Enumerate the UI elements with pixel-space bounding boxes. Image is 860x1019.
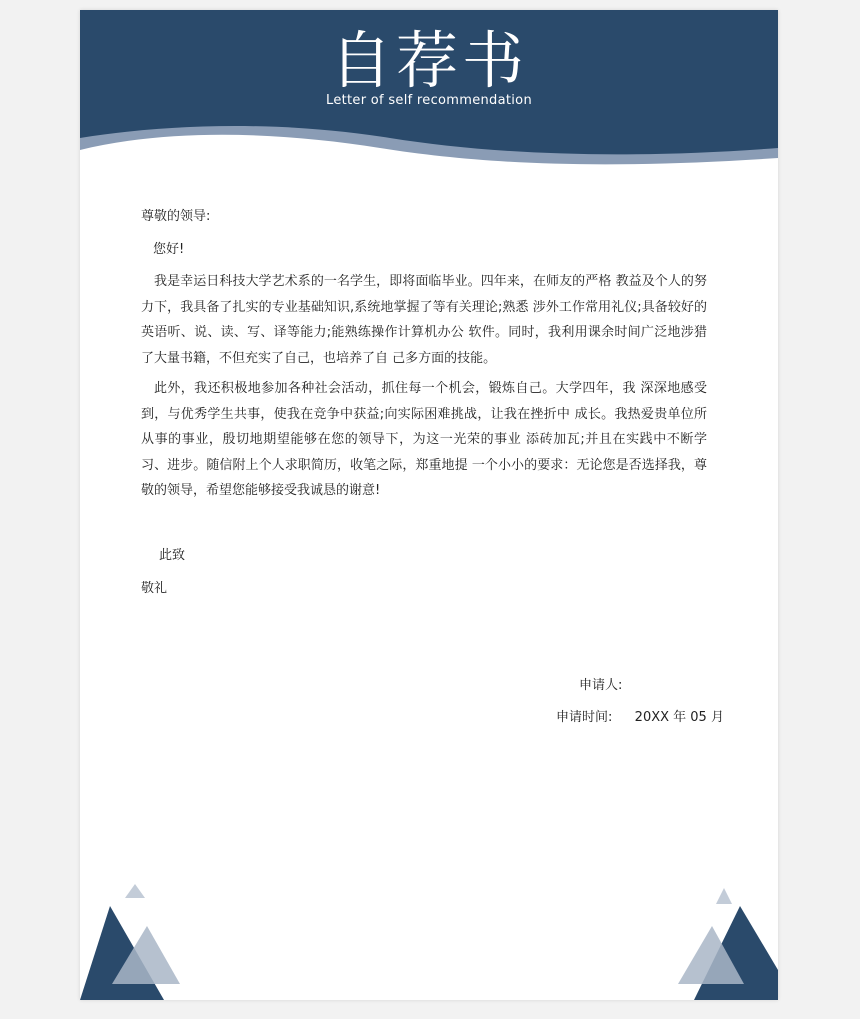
apply-date-label: 申请时间: (556, 710, 613, 725)
body-paragraph-1: 我是幸运日科技大学艺术系的一名学生，即将面临毕业。四年来，在师友的严格 教益及个人的努力下，我具备了扎实的专业基础知识,系统地掌握了等有关理论;熟悉 涉外工作常用礼仪;具备较好的英语听、说、读、写、译等能力;能熟练操作计算机办公 软件。同时，我利用课余时间广泛地涉猎了大量书籍，不但充实了自己，也培养了自 己多方面的技能。 (141, 274, 707, 366)
closing-cizhi: 此致 (159, 548, 186, 563)
letter-page (80, 10, 778, 1000)
page-title: 自荐书 (329, 24, 528, 97)
triangle-right-small-icon (716, 888, 732, 904)
closing-jingli: 敬礼 (141, 581, 168, 596)
apply-date (556, 706, 724, 725)
greeting: 您好! (153, 242, 185, 257)
apply-date-value: 20XX 年 05 月 (634, 710, 724, 725)
applicant-label: 申请人: (579, 678, 623, 693)
page-subtitle: Letter of self recommendation (326, 93, 532, 108)
footer-decoration (80, 870, 778, 1000)
salutation: 尊敬的领导: (141, 209, 211, 224)
triangle-left-small-icon (125, 884, 145, 898)
body-paragraph-2: 此外，我还积极地参加各种社会活动，抓住每一个机会，锻炼自己。大学四年，我 深深地感受到，与优秀学生共事，使我在竞争中获益;向实际困难挑战，让我在挫折中 成长。我热爱贵单位所从事的事业，殷切地期望能够在您的领导下，为这一光荣的事业 添砖加瓦;并且在实践中不断学习、进步。随信附上个人求职简历，收笔之际，郑重地提 一个小小的要求：无论您是否选择我，尊敬的领导，希望您能够接受我诚恳的谢意! (141, 381, 707, 498)
